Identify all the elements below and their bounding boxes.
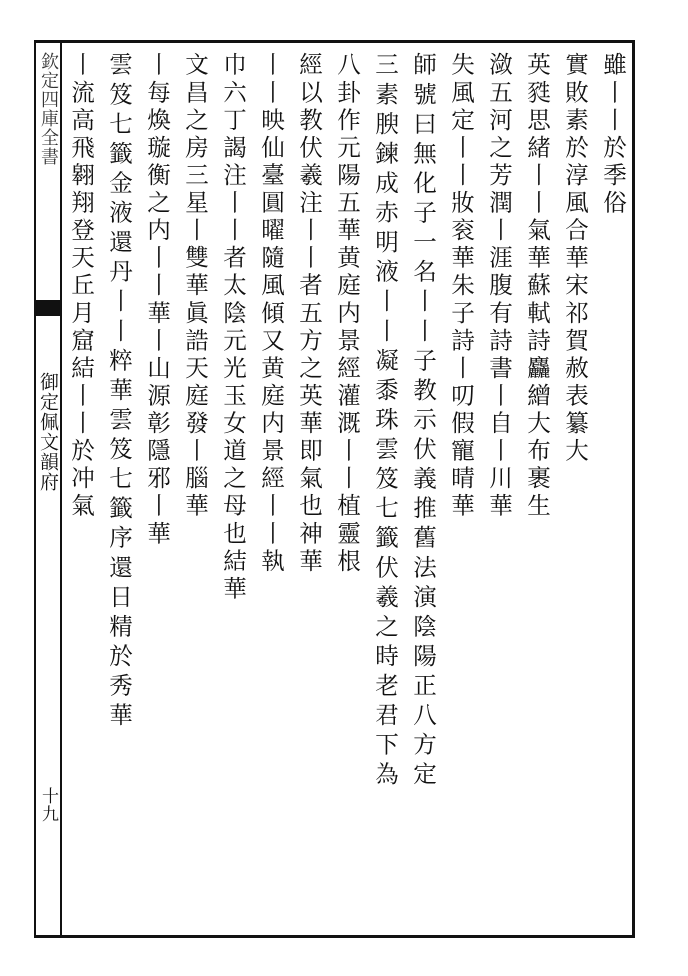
text-column: 丨丨映仙臺圓曜隨風傾又黄庭内景經丨丨執 xyxy=(257,52,285,576)
text-column: 英甤思緒丨丨氣華蘇軾詩麤繒大布裹生 xyxy=(523,52,551,521)
text-column: 雖丨丨於季俗 xyxy=(599,52,627,218)
margin-folio-number: 十九 xyxy=(38,787,58,823)
text-column: 失風定丨丨妝衮華朱子詩丨叨假寵晴華 xyxy=(447,52,475,521)
text-column: 丨流高飛翱翔登天丘月窟結丨丨於冲氣 xyxy=(67,52,95,521)
left-frame-line xyxy=(34,40,36,938)
text-column: 丨每煥璇衡之内丨丨華丨山源彰隱邪丨華 xyxy=(143,52,171,549)
center-margin xyxy=(37,52,59,932)
text-column: 師號曰無化子一名丨丨子教示伏義推舊法演陰陽正八方定 xyxy=(409,52,437,791)
margin-book-title: 御定佩文韻府 xyxy=(37,372,59,492)
bottom-frame-line xyxy=(34,935,634,938)
text-column: 巾六丁謁注丨丨者太陰元光玉女道之母也結華 xyxy=(219,52,247,604)
text-column: 經以教伏羲注丨丨者五方之英華即氣也神華 xyxy=(295,52,323,576)
text-column: 文昌之房三星丨雙華眞誥天庭發丨腦華 xyxy=(181,52,209,521)
margin-cut-title: 欽定四庫全書 xyxy=(38,52,59,166)
top-frame-line xyxy=(34,40,634,43)
text-column: 三素腴鍊成赤明液丨丨凝黍珠雲笈七籤伏羲之時老君下為 xyxy=(371,52,399,791)
text-column: 實敗素於淳風合華宋祁賀赦表纂大 xyxy=(561,52,589,466)
text-column: 八卦作元陽五華黄庭内景經灌溉丨丨植靈根 xyxy=(333,52,361,576)
text-column: 潋五河之芳潤丨涯腹有詩書丨自丨川華 xyxy=(485,52,513,521)
right-frame-line xyxy=(632,40,635,938)
text-column: 雲笈七籤金液還丹丨丨粹華雲笈七籤序還日精於秀華 xyxy=(105,52,133,732)
